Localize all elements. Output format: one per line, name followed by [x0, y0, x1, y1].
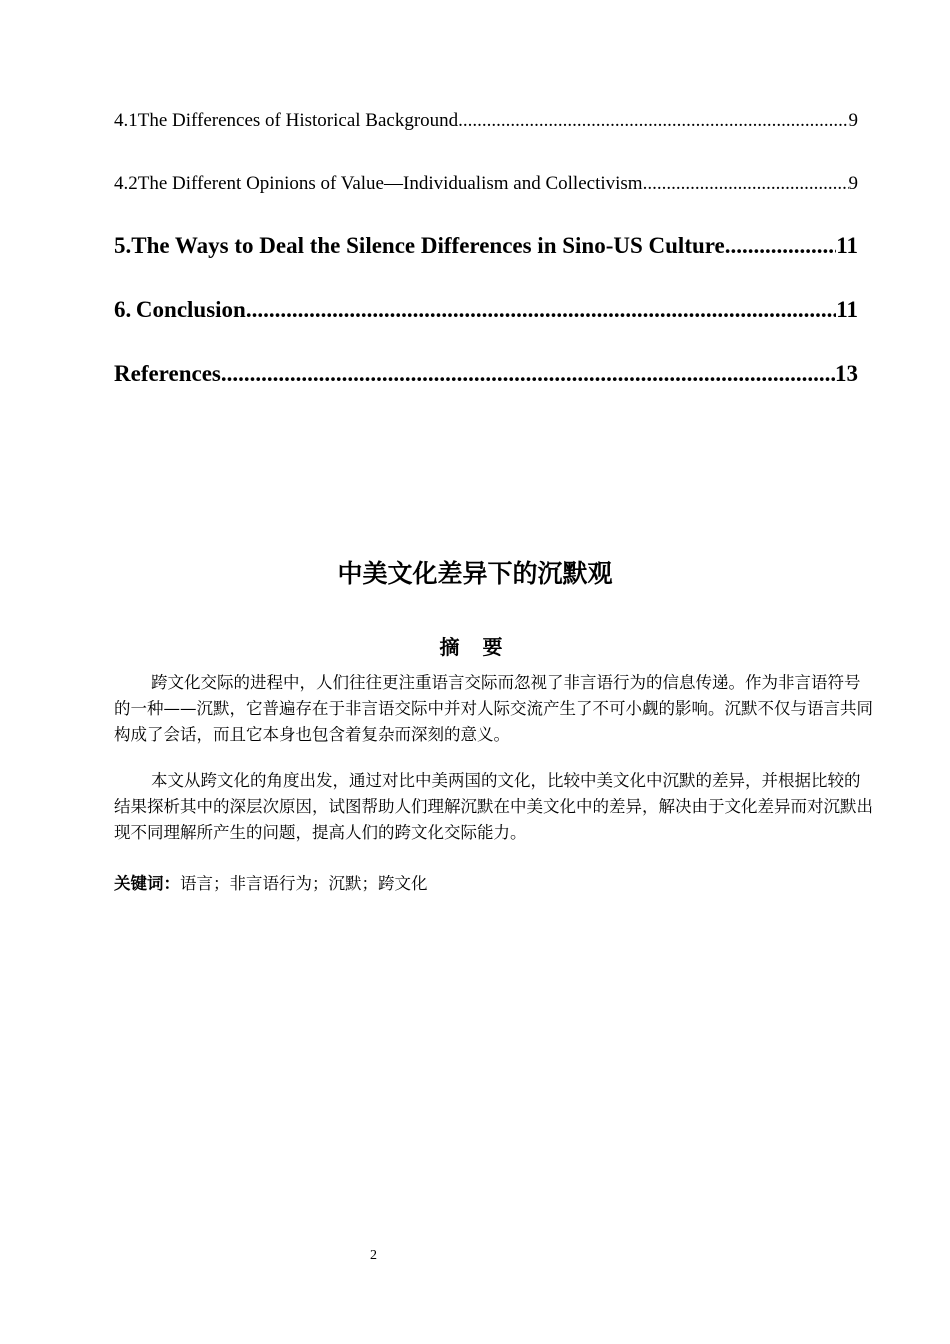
toc-entry-number: 5. [114, 233, 132, 258]
abstract-paragraph: 跨文化交际的进程中，人们往往更注重语言交际而忽视了非言语行为的信息传递。作为非言语符号的一种——沉默，它普遍存在于非言语交际中并对人际交流产生了不可小觑的影响。沉默不仅与语言共同构成了会话，而且它本身也包含着复杂而深刻的意义。 [114, 673, 873, 744]
toc-entry-title: References [114, 361, 221, 386]
chinese-title: 中美文化差异下的沉默观 [337, 559, 613, 588]
toc-entry-number: 4.2 [114, 173, 138, 194]
keywords-line [114, 870, 428, 894]
toc-entry-references[interactable] [114, 361, 858, 387]
toc-entry-4-2[interactable] [114, 173, 858, 195]
toc-entry-page: 11 [836, 233, 858, 258]
page-number: 2 [370, 1248, 377, 1263]
toc-entry-number: 4.1 [114, 110, 138, 131]
toc-entry-title: The Different Opinions of Value—Individualism and Collectivism [137, 173, 643, 194]
toc-leader-dots [246, 297, 836, 323]
toc-entry-title: The Differences of Historical Background [137, 110, 459, 131]
toc-entry-number: 6. [114, 297, 132, 322]
keywords-label: 关键词： [114, 874, 180, 893]
toc-entry-page: 9 [848, 110, 858, 131]
toc-entry-title: The Ways to Deal the Silence Differences in Sino-US Culture [131, 233, 725, 258]
keywords-value: 语言；非言语行为；沉默；跨文化 [180, 874, 428, 893]
abstract-paragraph: 本文从跨文化的角度出发，通过对比中美两国的文化，比较中美文化中沉默的差异，并根据比较的结果探析其中的深层次原因，试图帮助人们理解沉默在中美文化中的差异，解决由于文化差异而对沉默出现不同理解所产生的问题，提高人们的跨文化交际能力。 [114, 771, 873, 842]
toc-entry-title: Conclusion [135, 297, 246, 322]
toc-leader-dots [643, 173, 849, 195]
toc-entry-page: 9 [848, 173, 858, 194]
toc-entry-4-1[interactable] [114, 110, 858, 132]
abstract-heading: 摘 要 [439, 635, 511, 659]
toc-entry-6[interactable] [114, 297, 858, 323]
toc-leader-dots [725, 233, 836, 259]
toc-entry-page: 11 [836, 297, 858, 322]
toc-entry-5[interactable] [114, 233, 858, 259]
toc-entry-page: 13 [835, 361, 858, 386]
toc-leader-dots [458, 110, 848, 132]
toc-leader-dots [221, 361, 835, 387]
